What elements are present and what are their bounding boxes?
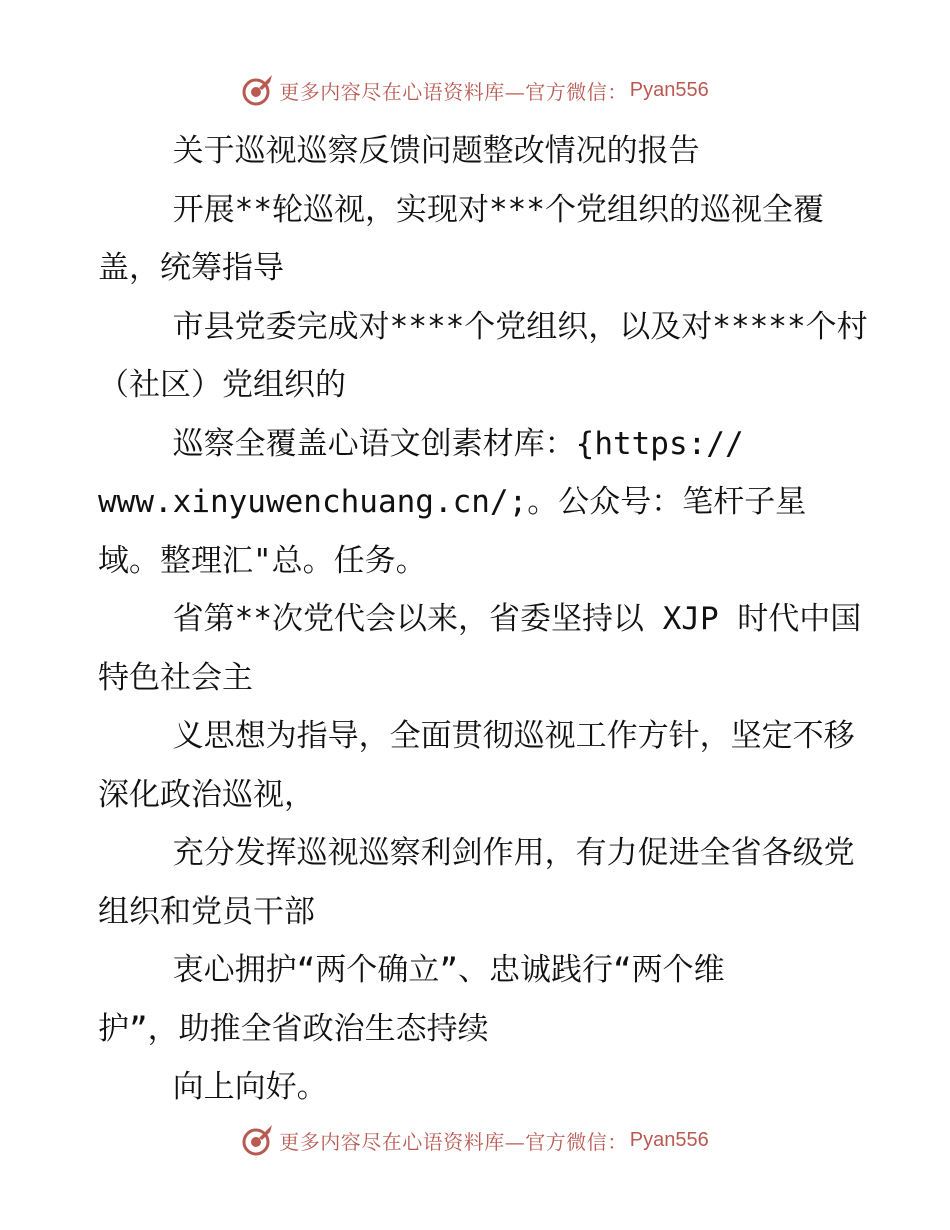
paragraph: 市县党委完成对****个党组织，以及对*****个村（社区）党组织的 — [98, 308, 868, 403]
quill-seal-logo-icon — [241, 73, 275, 107]
header-banner — [0, 70, 950, 110]
footer-banner — [0, 1120, 950, 1160]
footer-brand-text: 更多内容尽在心语资料库—官方微信： — [279, 1129, 628, 1154]
footer-wechat-id: Pyan556 — [629, 1128, 709, 1151]
document-body — [98, 122, 878, 1117]
paragraph: 充分发挥巡视巡察利剑作用，有力促进全省各级党组织和党员干部 — [98, 835, 855, 930]
paragraph: 巡察全覆盖心语文创素材库：{https:// www.xinyuwenchuang.cn/;。公众号：笔杆子星 域。整理汇"总。任务。 — [98, 425, 807, 579]
paragraph: 向上向好。 — [98, 1069, 328, 1105]
paragraph: 省第**次党代会以来，省委坚持以 XJP 时代中国特色社会主 — [98, 601, 862, 696]
header-brand-text: 更多内容尽在心语资料库—官方微信： — [279, 79, 628, 104]
quill-seal-logo-icon — [241, 1123, 275, 1157]
paragraph: 义思想为指导，全面贯彻巡视工作方针，坚定不移深化政治巡视， — [98, 718, 855, 813]
header-wechat-id: Pyan556 — [629, 78, 709, 101]
paragraph: 衷心拥护“两个确立”、忠诚践行“两个维 护”，助推全省政治生态持续 — [98, 952, 725, 1047]
document-title: 关于巡视巡察反馈问题整改情况的报告 — [98, 133, 700, 169]
paragraph: 开展**轮巡视，实现对***个党组织的巡视全覆盖，统筹指导 — [98, 191, 824, 286]
